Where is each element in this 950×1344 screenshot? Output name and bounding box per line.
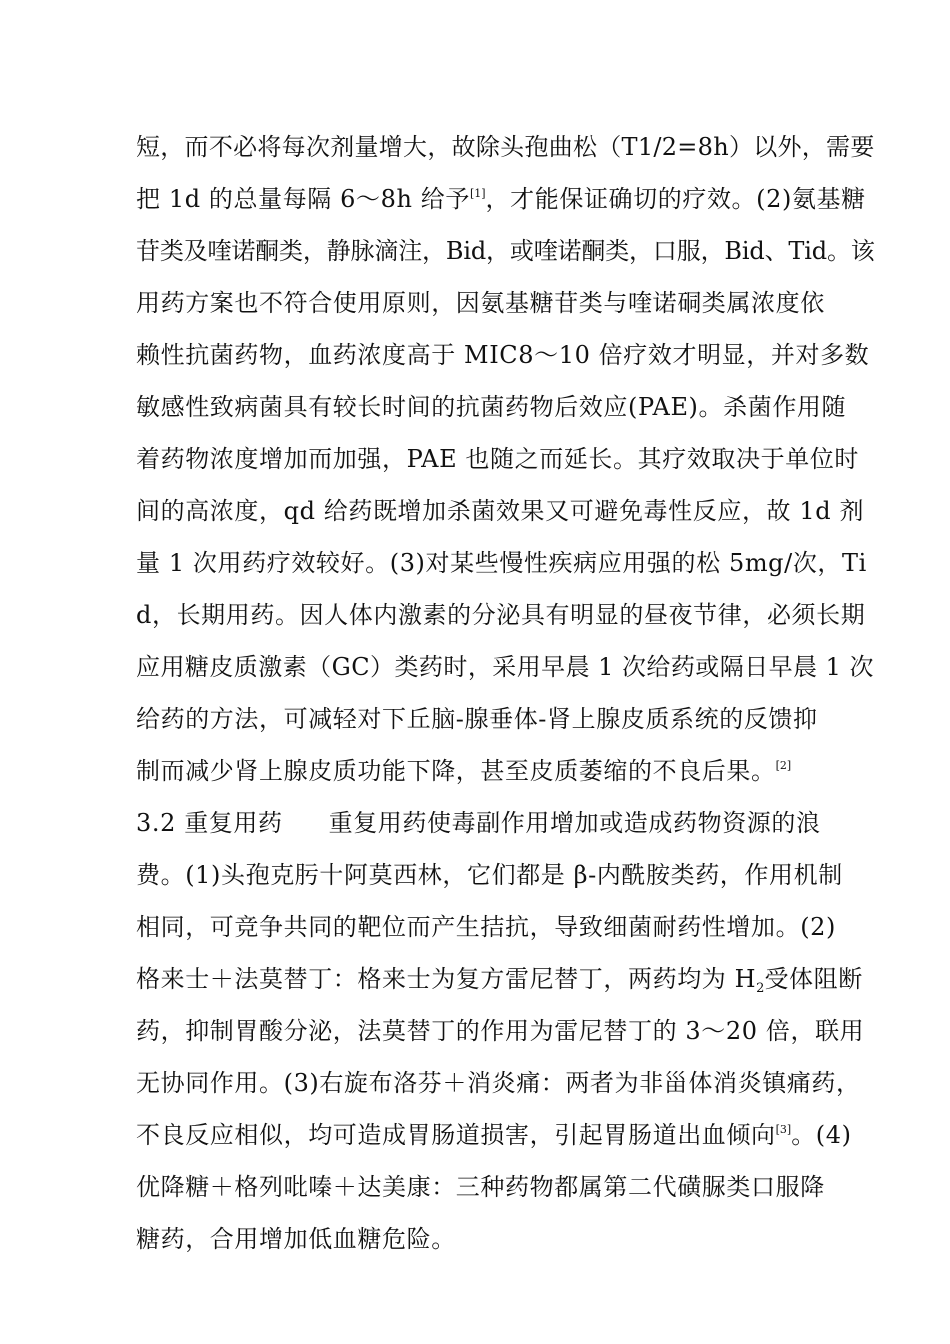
line-text: 重复用药使毒副作用增加或造成药物资源的浪 — [328, 809, 821, 837]
line-text: 间的高浓度，qd 给药既增加杀菌效果又可避免毒性反应，故 1d 剂 — [136, 497, 865, 525]
text-line — [136, 131, 876, 163]
line-text: 敏感性致病菌具有较长时间的抗菌药物后效应(PAE)。杀菌作用随 — [136, 393, 847, 421]
text-line — [136, 1119, 876, 1156]
text-line — [136, 755, 876, 792]
line-text: 费。(1)头孢克肟十阿莫西林，它们都是 β-内酰胺类药，作用机制 — [136, 861, 843, 889]
line-text: 受体阻断 — [764, 965, 863, 993]
text-line — [136, 495, 876, 527]
line-text: ，才能保证确切的疗效。(2)氨基糖 — [485, 185, 866, 213]
line-text: 把 1d 的总量每隔 6～8h 给予 — [136, 185, 470, 213]
line-text: 无协同作用。(3)右旋布洛芬＋消炎痛：两者为非甾体消炎镇痛药， — [136, 1069, 861, 1097]
text-line — [136, 391, 876, 423]
text-line — [136, 183, 876, 220]
citation-ref: [3] — [775, 1123, 792, 1136]
text-line — [136, 287, 876, 319]
line-text: 糖药，合用增加低血糖危险。 — [136, 1225, 456, 1253]
text-line — [136, 911, 876, 943]
line-text: 赖性抗菌药物，血药浓度高于 MIC8～10 倍疗效才明显，并对多数 — [136, 341, 870, 369]
line-text: 着药物浓度增加而加强，PAE 也随之而延长。其疗效取决于单位时 — [136, 445, 860, 473]
text-line — [136, 547, 876, 579]
line-text: 不良反应相似，均可造成胃肠道损害，引起胃肠道出血倾向 — [136, 1121, 776, 1149]
line-text: 量 1 次用药疗效较好。(3)对某些慢性疾病应用强的松 5mg/次，Ti — [136, 549, 867, 577]
line-text: d，长期用药。因人体内激素的分泌具有明显的昼夜节律，必须长期 — [136, 601, 866, 629]
text-line — [136, 1015, 876, 1047]
text-line — [136, 1223, 876, 1255]
section-heading: 3.2 重复用药 — [136, 809, 283, 837]
citation-ref: [2] — [775, 759, 792, 772]
line-text: 药，抑制胃酸分泌，法莫替丁的作用为雷尼替丁的 3～20 倍，联用 — [136, 1017, 865, 1045]
line-text: 。(4) — [791, 1121, 852, 1149]
text-line — [136, 1067, 876, 1099]
text-line — [136, 443, 876, 475]
subscript: 2 — [756, 981, 765, 996]
text-line — [136, 651, 876, 683]
line-text: 用药方案也不符合使用原则，因氨基糖苷类与喹诺硐类属浓度依 — [136, 289, 825, 317]
line-text: 相同，可竞争共同的靶位而产生拮抗，导致细菌耐药性增加。(2) — [136, 913, 836, 941]
text-line — [136, 599, 876, 631]
line-text: 应用糖皮质激素（GC）类药时，采用早晨 1 次给药或隔日早晨 1 次 — [136, 653, 874, 681]
line-text: 格来士＋法莫替丁：格来士为复方雷尼替丁，两药均为 H — [136, 965, 757, 993]
text-line — [136, 339, 876, 371]
line-text: 给药的方法，可减轻对下丘脑-腺垂体-肾上腺皮质系统的反馈抑 — [136, 705, 818, 733]
line-text: 优降糖＋格列吡嗪＋达美康：三种药物都属第二代磺脲类口服降 — [136, 1173, 825, 1201]
line-text: 苷类及喹诺酮类，静脉滴注，Bid，或喹诺酮类，口服，Bid、Tid。该 — [136, 237, 875, 265]
line-text: 短，而不必将每次剂量增大，故除头孢曲松（T1/2=8h）以外，需要 — [136, 133, 875, 161]
text-line — [136, 235, 876, 267]
line-text: 制而减少肾上腺皮质功能下降，甚至皮质萎缩的不良后果。 — [136, 757, 776, 785]
text-line — [136, 963, 876, 1000]
text-line — [136, 703, 876, 735]
section-heading-line — [136, 807, 876, 839]
text-line — [136, 1171, 876, 1203]
text-line — [136, 859, 876, 891]
citation-ref: [1] — [469, 187, 486, 200]
